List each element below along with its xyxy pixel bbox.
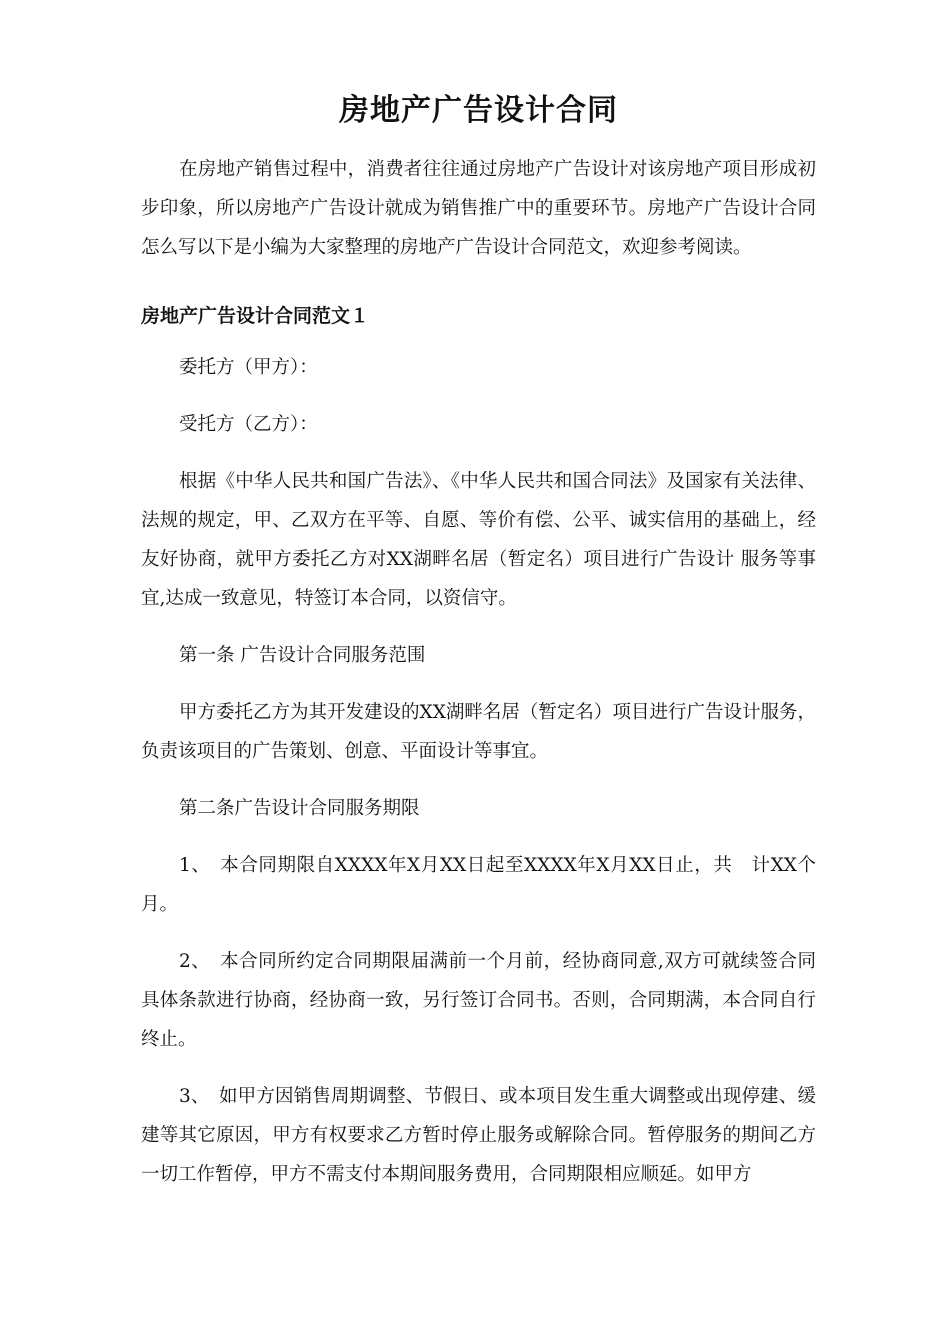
article-1-title: 第一条 广告设计合同服务范围 xyxy=(179,645,426,666)
section-heading: 房地产广告设计合同范文１ xyxy=(141,305,370,327)
party-b-line: 受托方（乙方）： xyxy=(179,414,318,435)
document-title: 房地产广告设计合同 xyxy=(339,93,618,128)
article-2-item-1: 1、 本合同期限自XXXX年X月XX日起至XXXX年X月XX日止，共 计XX个月。 xyxy=(141,855,816,915)
intro-paragraph: 在房地产销售过程中，消费者往往通过房地产广告设计对该房地产项目形成初步印象，所以房地产广告设计就成为销售推广中的重要环节。房地产广告设计合同怎么写以下是小编为大家整理的房地产广告设计合同范文，欢迎参考阅读。 xyxy=(141,159,816,258)
article-2-title: 第二条广告设计合同服务期限 xyxy=(179,798,420,819)
article-2-item-3: 3、 如甲方因销售周期调整、节假日、或本项目发生重大调整或出现停建、缓建等其它原因，甲方有权要求乙方暂时停止服务或解除合同。暂停服务的期间乙方一切工作暂停，甲方不需支付本期间服务费用，合同期限相应顺延。如甲方 xyxy=(141,1086,816,1185)
preamble-paragraph: 根据《中华人民共和国广告法》、《中华人民共和国合同法》及国家有关法律、法规的规定，甲、乙双方在平等、自愿、等价有偿、公平、诚实信用的基础上，经友好协商，就甲方委托乙方对XX湖畔名居（暂定名）项目进行广告设计 服务等事宜,达成一致意见，特签订本合同，以资信守。 xyxy=(141,471,816,609)
document-page xyxy=(141,80,816,1194)
article-1-body: 甲方委托乙方为其开发建设的XX湖畔名居（暂定名）项目进行广告设计服务，负责该项目的广告策划、创意、平面设计等事宜。 xyxy=(141,702,816,762)
party-a-line: 委托方（甲方）： xyxy=(179,357,318,378)
article-2-item-2: 2、 本合同所约定合同期限届满前一个月前，经协商同意,双方可就续签合同 具体条款进行协商，经协商一致，另行签订合同书。否则，合同期满，本合同自行 终止。 xyxy=(141,951,816,1050)
